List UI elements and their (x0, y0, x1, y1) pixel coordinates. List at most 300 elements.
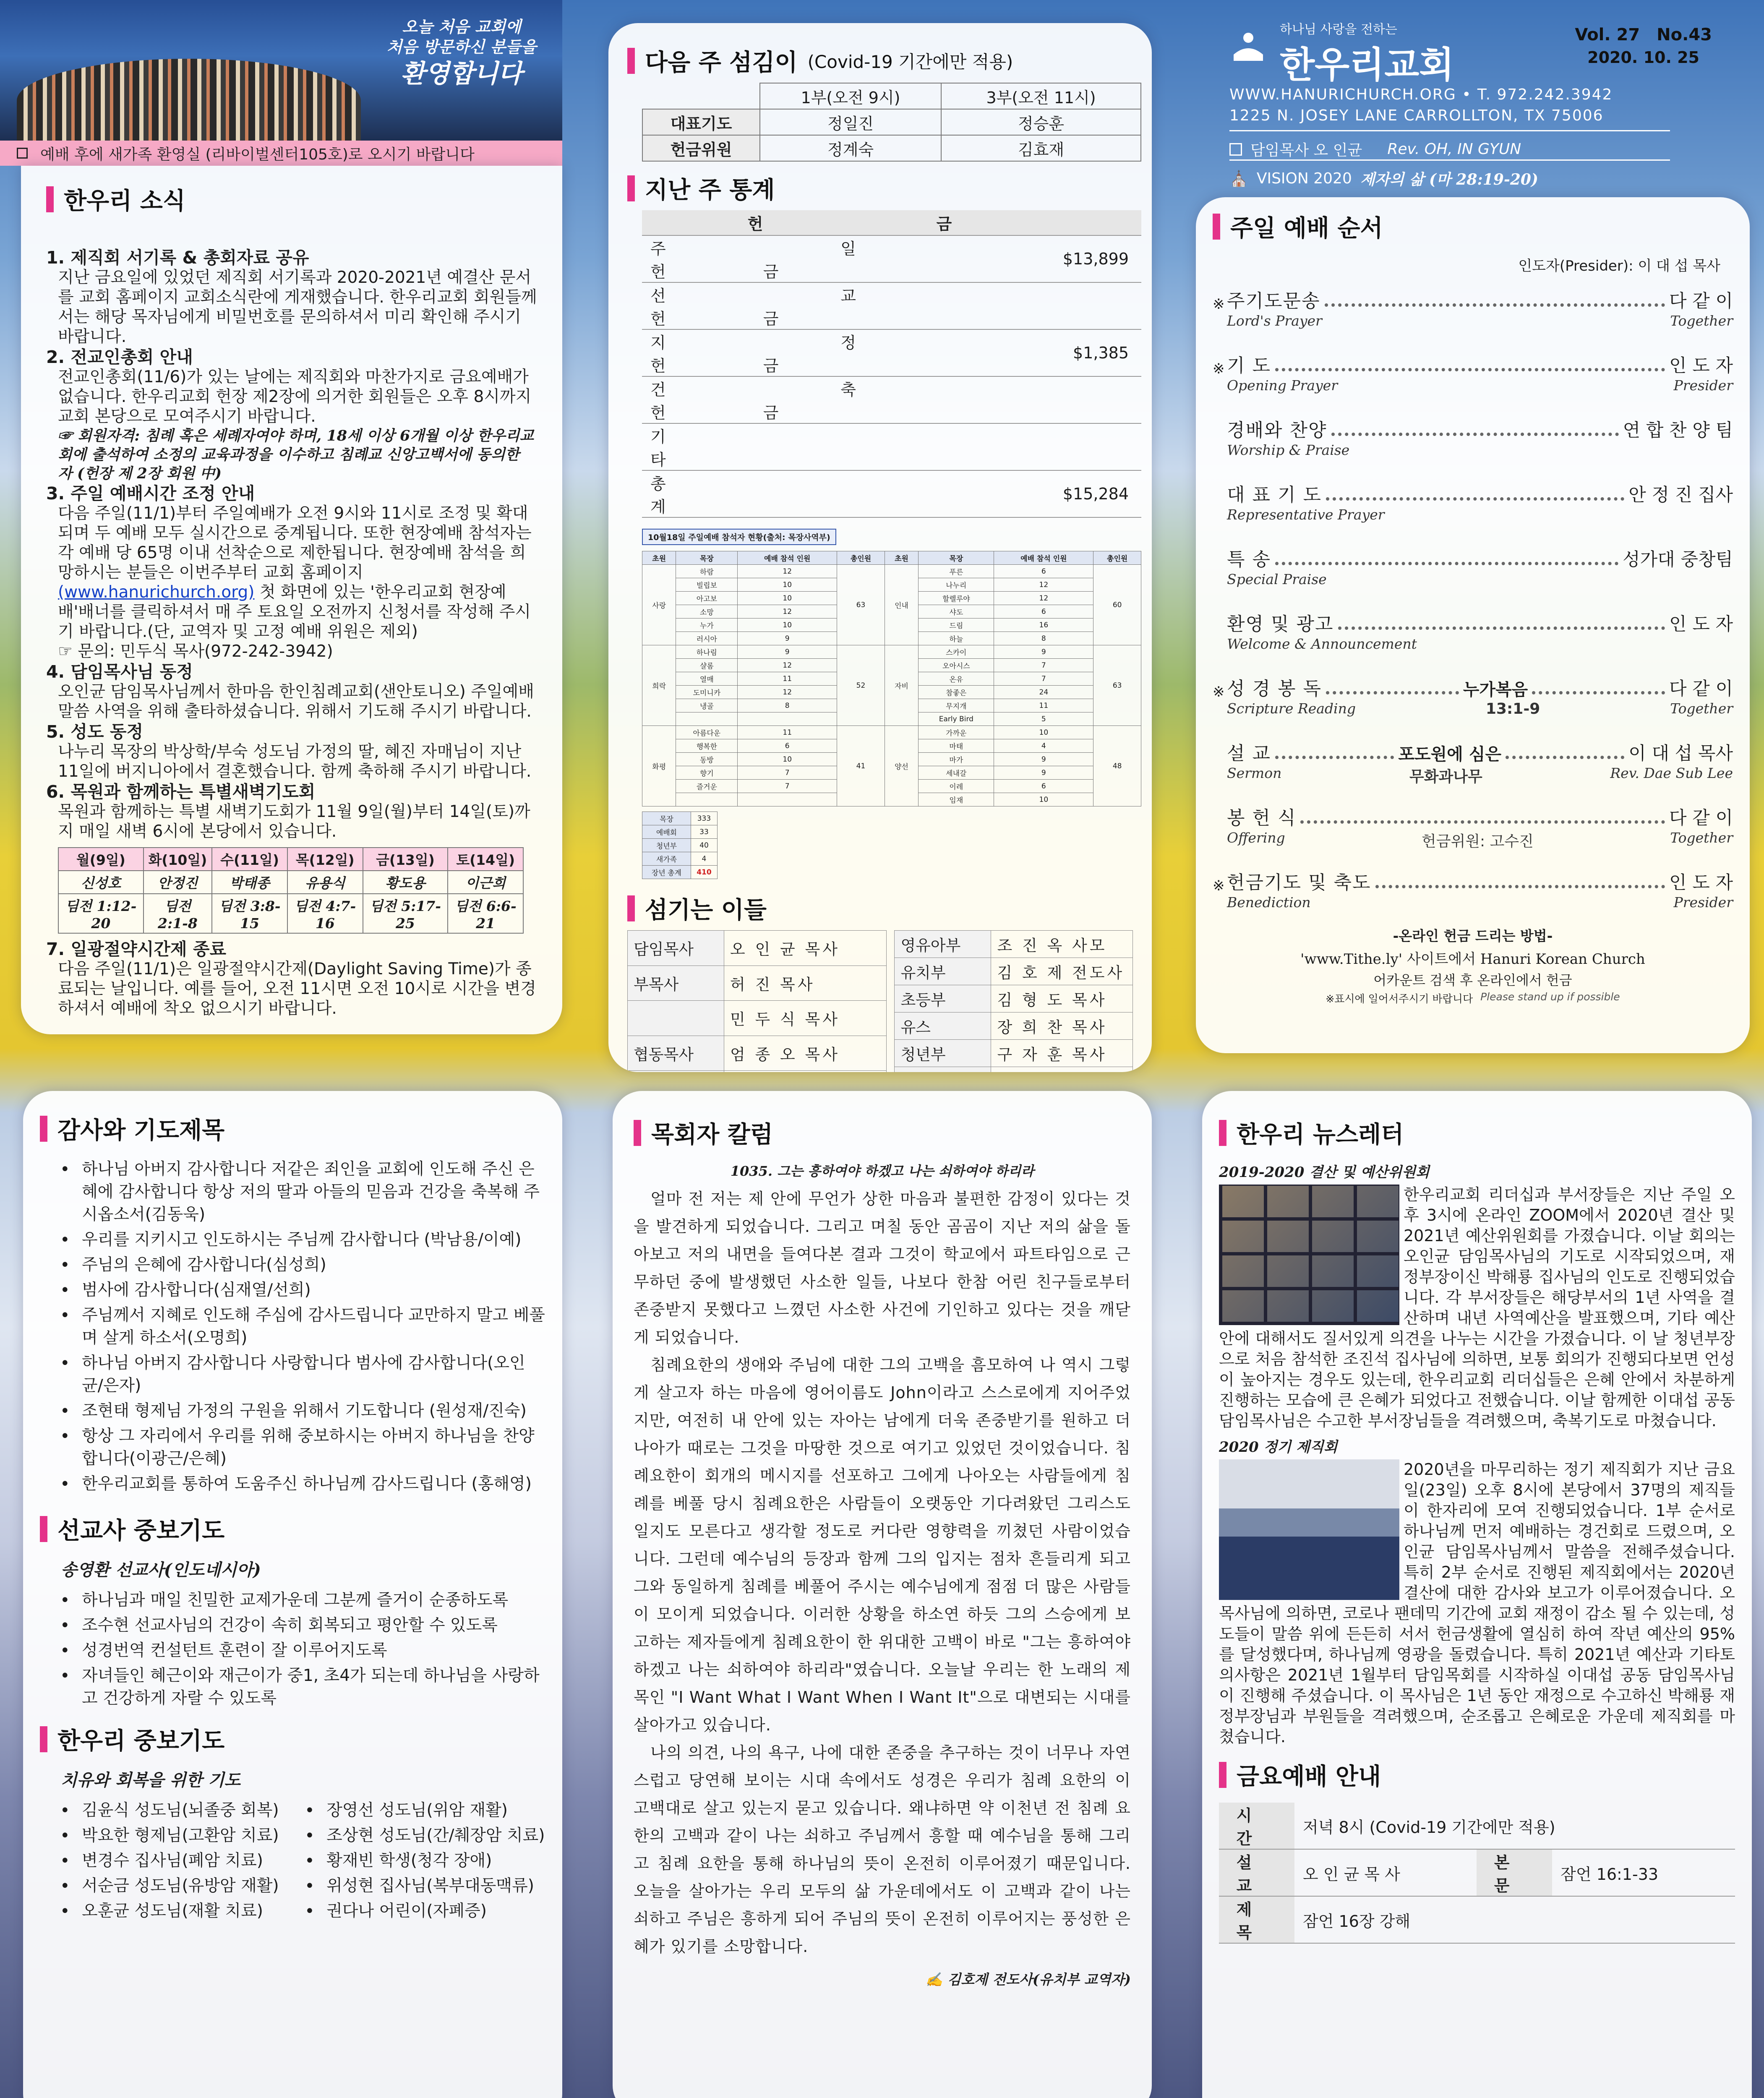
att-cell: 12 (738, 605, 837, 618)
issue-date: 2020. 10. 25 (1587, 48, 1699, 67)
server-name: 엄 종 오 목사 (724, 1036, 887, 1071)
stand-note-en: Please stand up if possible (1480, 991, 1620, 1003)
server-row (628, 965, 887, 1001)
order-name-en: Opening Prayer (1227, 377, 1338, 394)
servers-right-table (894, 930, 1133, 1072)
att-cell: 소망 (676, 605, 738, 618)
web-phone: WWW.HANURICHURCH.ORG • T. 972.242.3942 (1229, 86, 1613, 103)
att-cell: 세내갈 (919, 766, 994, 780)
welcome-message (369, 17, 554, 91)
order-middle-2: 헌금위원: 고수진 (1421, 833, 1534, 850)
news-item-3 (46, 484, 537, 661)
list-item: • 자녀들인 혜근이와 재근이가 중1, 초4가 되는데 하나님을 사랑하고 건강하게 자랄 수 있도록 (40, 1665, 545, 1710)
newsletter-s2-text: 2020년을 마무리하는 정기 제직회가 지난 금요일(23일) 오후 8시에 본당에서 37명의 제직들이 한자리에 모여 진행되었습니다. 1부 순서로 하나님께 먼저 예배하는 경건회로 드렸으며, 오인균 담임목사님께서 말씀을 전해주셨습니다. 특히 2부 순서로 진행된 제직회에서는 2020년 결산에 대한 감사와 보고가 이루어졌습니다. 오 목사님에 의하면, 코로나 팬데믹 기간에 교회 재정이 감소 될 수 있는데, 성도들이 말씀 위에 든든히 서서 헌금생활에 열심히 하여 작년 예산의 95%를 달성했다며, 하나님께 영광을 돌렸습니다. 특히 2021년 예산과 기타토의사항은 2021년 1월부터 담임목회를 시작하실 이대섭 공동 담임목사님이 진행해 주셨습니다. 이 목사님은 1년 동안 재정으로 수고하신 박해룡 재정부장님과 부원들을 격려했으며, 순조롭고 은혜로운 가운데 제직회를 마쳤습니다. (1219, 1460, 1735, 1746)
order-item (1213, 804, 1733, 830)
att-cell: 8 (994, 632, 1093, 645)
preacher-cell: 황도용 (363, 871, 448, 894)
thanks-title: 감사와 기도제목 (40, 1112, 545, 1146)
att-cell: 12 (738, 565, 837, 578)
offering-label: 지 정 헌 금 (642, 329, 902, 376)
list-item: • 성경번역 컨설턴트 훈련이 잘 이루어지도록 (40, 1639, 545, 1662)
friday-label: 시 간 (1219, 1803, 1294, 1849)
att-cell: 10 (738, 578, 837, 592)
next-week-title: 다음 주 섬김이 (Covid-19 기간에만 적용) (627, 44, 1133, 78)
cell: 김효재 (941, 135, 1141, 161)
server-role (628, 1071, 724, 1072)
order-en (1213, 765, 1733, 784)
order-en (1213, 700, 1733, 720)
att-cell: 무지개 (919, 699, 994, 712)
att-total: 60 (1093, 565, 1141, 645)
dotted-leader (1326, 497, 1624, 501)
att-cell: 푸른 (919, 565, 994, 578)
list-item: • 오훈균 성도님(재활 치료) (40, 1900, 284, 1923)
dotted-leader (1375, 885, 1665, 888)
server-row (628, 1071, 887, 1072)
order-middle-2: 무화과나무 (1409, 768, 1482, 785)
day-cell: 수(11일) (212, 848, 287, 871)
list-item: • 우리를 지키시고 인도하시는 주님께 감사합니다 (박남용/이예) (40, 1229, 545, 1251)
att-cell: 아름다운 (676, 726, 738, 739)
order-title: 주일 예배 순서 (1213, 210, 1733, 243)
order-name-en: Lord's Prayer (1227, 313, 1322, 329)
order-name-en: Welcome & Announcement (1227, 636, 1417, 652)
list-item: • 황재빈 학생(청각 장애) (284, 1850, 545, 1872)
att-row (642, 565, 1141, 578)
friday-value: 잠언 16:1-33 (1552, 1849, 1735, 1896)
att-cell: 누가 (676, 618, 738, 632)
att-cell: 7 (738, 780, 837, 793)
offering-value: $1,385 (902, 329, 1141, 376)
att-cell: 할렐루야 (919, 592, 994, 605)
server-row (895, 985, 1133, 1012)
att-total-label: 예배회 (642, 825, 691, 839)
cell: 정일진 (760, 109, 941, 135)
att-header-cell: 초원 (885, 551, 918, 565)
list-item: • 범사에 감사합니다(심재열/선희) (40, 1279, 545, 1302)
homepage-link[interactable]: (www.hanurichurch.org) (58, 583, 255, 602)
list-item: • 하나님 아버지 감사합니다 저같은 죄인을 교회에 인도해 주신 은혜에 감사합니다 항상 저의 딸과 아들의 믿음과 건강을 축복해 주시옵소서(김동욱) (40, 1158, 545, 1226)
order-minister: 연 합 찬 양 팀 (1623, 420, 1733, 441)
att-header-cell: 목장 (919, 551, 994, 565)
dotted-leader (1300, 820, 1665, 824)
att-cell: 하늘 (919, 632, 994, 645)
att-cell: 즐거운 (676, 780, 738, 793)
column-panel (613, 1091, 1152, 2098)
accent-bar (40, 1726, 47, 1752)
server-row (628, 1036, 887, 1071)
list-item: • 위성현 집사님(복부대동맥류) (284, 1875, 545, 1897)
server-name: 허 진 목사 (724, 965, 887, 1001)
church-logo-icon (1229, 29, 1267, 67)
att-cell: 4 (994, 739, 1093, 753)
verse-cell: 딤전 1:12-20 (58, 894, 144, 933)
att-total-row (642, 866, 718, 879)
news-item-1 (46, 248, 537, 347)
att-cell: 임재 (919, 793, 994, 806)
list-item: • 김윤식 성도님(뇌졸중 회복) (40, 1799, 284, 1822)
stats-title: 지난 주 통계 (627, 172, 1133, 205)
preacher-cell: 이근희 (448, 871, 523, 894)
order-en (1213, 636, 1733, 655)
order-en (1213, 377, 1733, 397)
friday-value: 오 인 균 목 사 (1294, 1849, 1477, 1896)
att-header-cell: 초원 (642, 551, 676, 565)
column-title: 목회자 칼럼 (634, 1116, 1131, 1150)
att-cell: 도미니카 (676, 686, 738, 699)
att-row (642, 645, 1141, 659)
offering-label: 선 교 헌 금 (642, 282, 902, 329)
welcome-notice (0, 141, 562, 166)
news-item-body: 지난 금요일에 있었던 제직회 서기록과 2020-2021년 예결산 문서를 교회 홈페이지 교회소식란에 게재했습니다. 한우리교회 회원들께서는 해당 목자님에게 비밀번호를 문의하셔서 미리 확인해 주시기 바랍니다. (58, 268, 537, 346)
order-item (1213, 675, 1733, 700)
person-icon: ⛪ (1229, 170, 1248, 188)
order-name-en: Scripture Reading (1227, 700, 1356, 717)
intercession-right (284, 1799, 545, 1925)
online-title: -온라인 헌금 드리는 방법- (1393, 928, 1553, 944)
mission-list (40, 1589, 545, 1710)
att-cell: 6 (738, 739, 837, 753)
att-total-value: 333 (691, 812, 717, 825)
order-name: 기 도 (1227, 355, 1271, 376)
list-item: • 주님의 은혜에 감사합니다(심성희) (40, 1254, 545, 1276)
order-minister: 인 도 자 (1669, 614, 1733, 635)
server-role: 유스 (895, 1012, 991, 1040)
att-cell: 가까운 (919, 726, 994, 739)
att-group: 사랑 (642, 565, 676, 645)
server-role: 담임목사 (628, 931, 724, 966)
att-cell: 24 (994, 686, 1093, 699)
order-name: 설 교 (1227, 743, 1271, 764)
att-cell (676, 712, 738, 726)
news-panel (21, 166, 562, 1034)
att-total-label: 장년 총계 (642, 866, 691, 879)
news-item-note: ☞ 회원자격: 침례 혹은 세례자여야 하며, 18세 이상 6개월 이상 한우리교회에 출석하여 소정의 교육과정을 이수하고 침례교 신앙고백서에 동의한 자 (헌장 제 2장 회원 中) (58, 427, 534, 482)
order-star: ※ (1213, 877, 1225, 894)
att-cell: 빌립보 (676, 578, 738, 592)
order-minister: 이 대 섭 목사 (1628, 743, 1733, 764)
att-header-cell: 예배 참석 인원 (738, 551, 837, 565)
friday-label: 제 목 (1219, 1896, 1294, 1943)
accent-bar (627, 175, 635, 201)
tagline: 하나님 사랑을 전하는 (1280, 22, 1397, 37)
verse-cell: 딤전 4:7-16 (287, 894, 363, 933)
welcome-notice-text: 예배 후에 새가족 환영실 (리바이벌센터105호)로 오시기 바랍니다 (40, 146, 475, 163)
news-item-body: 다음 주일(11/1)은 일광절약시간제(Daylight Saving Time)가 종료되는 날입니다. 예를 들어, 오전 11시면 오전 10시로 시간을 변경하셔서 예배에 착오 없으시기 바랍니다. (58, 960, 536, 1018)
order-en (1213, 442, 1733, 461)
dotted-leader (1325, 303, 1665, 307)
att-cell: 행복한 (676, 739, 738, 753)
att-total-label: 새가족 (642, 852, 691, 866)
verse-cell: 딤전 6:6-21 (448, 894, 523, 933)
list-item: • 한우리교회를 통하여 도움주신 하나님께 감사드립니다 (홍해영) (40, 1473, 545, 1495)
att-cell: 7 (738, 766, 837, 780)
offering-label: 총 계 (642, 470, 902, 517)
order-minister: 안 정 진 집사 (1628, 485, 1733, 506)
order-item (1213, 740, 1733, 765)
cell: 정계숙 (760, 135, 941, 161)
att-cell: 드림 (919, 618, 994, 632)
offering-label: 주 일 헌 금 (642, 235, 902, 282)
attendance-totals (642, 812, 718, 879)
news-title: 한우리 소식 (46, 183, 537, 216)
order-name: 봉 헌 식 (1227, 807, 1297, 829)
list-item: • 권다나 어린이(자폐증) (284, 1900, 545, 1923)
accent-bar (1219, 1120, 1226, 1146)
newsletter-s1-text: 한우리교회 리더십과 부서장들은 지난 주일 오후 3시에 온라인 ZOOM에서 2020년 결산 및 2021년 예산위원회를 가졌습니다. 이날 회의는 오인균 담임목사님의 기도로 시작되었으며, 재정부장이신 박해룡 집사님의 인도로 진행되었습니다. 각 부서장들은 해당부서의 1년 사역을 결산하며 내년 사역예산을 발표했으며, 기타 예산안에 대해서도 질서있게 의견을 나누는 시간을 가졌습니다. 이 날 청년부장으로 처음 참석한 조진석 집사님에 의하면, 보통 회의가 진행되다보면 언성이 높아지는 경우도 있는데, 한우리교회 리더십들은 은혜 안에서 차분하게 진행하는 모습에 큰 은혜가 되었다고 전했습니다. 이날 함께한 이대섭 공동 담임목사님은 수고한 부서장님들을 격려했으며, 축복기도로 마쳤습니다. (1219, 1185, 1735, 1430)
server-row (895, 1040, 1133, 1067)
dotted-leader (1338, 626, 1665, 630)
att-total-value: 33 (691, 825, 717, 839)
list-item: • 하나님과 매일 친밀한 교제가운데 그분께 즐거이 순종하도록 (40, 1589, 545, 1612)
vision-hand: 제자의 삶 (마 28:19-20) (1360, 171, 1538, 188)
column-author: ✍ 김호제 전도사(유치부 교역자) (925, 1971, 1131, 1988)
server-row (895, 1067, 1133, 1072)
list-item: • 박요한 형제님(고환암 치료) (40, 1824, 284, 1847)
accent-bar (40, 1516, 47, 1542)
order-name: 경배와 찬양 (1227, 420, 1327, 441)
order-middle: 누가복음 (1463, 680, 1528, 699)
server-name: 조 진 옥 사모 (991, 931, 1133, 958)
accent-bar (1219, 1762, 1226, 1788)
att-cell: 12 (738, 686, 837, 699)
order-en (1213, 313, 1733, 332)
order-name-en: Offering (1227, 830, 1285, 846)
middle-top-panel (608, 23, 1152, 1072)
att-group: 화평 (642, 726, 676, 806)
att-total-value: 4 (691, 852, 717, 866)
list-item: • 하나님 아버지 감사합니다 사랑합니다 범사에 감사합니다(오인균/은자) (40, 1352, 545, 1397)
news-item-body: 나누리 목장의 박상학/부숙 성도님 가정의 딸, 혜진 자매님이 지난 11일에 버지니아에서 결혼했습니다. 함께 축하해 주시기 바랍니다. (58, 742, 532, 781)
order-minister: 다 같 이 (1669, 678, 1733, 699)
att-cell: 10 (994, 726, 1093, 739)
att-total-value: 410 (691, 866, 717, 879)
order-name: 특 송 (1227, 549, 1271, 570)
dotted-leader (1506, 756, 1624, 759)
row-label: 대표기도 (642, 109, 760, 135)
church-name: 한우리교회 (1280, 44, 1454, 86)
order-minister: 인 도 자 (1669, 872, 1733, 893)
att-total-row (642, 812, 718, 825)
att-cell: 참좋은 (919, 686, 994, 699)
server-name: 민 두 식 목사 (724, 1001, 887, 1036)
order-name: 헌금기도 및 축도 (1227, 872, 1371, 893)
server-name (724, 1071, 887, 1072)
att-cell: 12 (994, 592, 1093, 605)
list-item: • 서순금 성도님(유방암 재활) (40, 1875, 284, 1897)
welcome-line-2: 처음 방문하신 분들을 (386, 37, 537, 56)
att-cell: 9 (994, 645, 1093, 659)
church-icon (1229, 143, 1242, 156)
news-item-body: 전교인총회(11/6)가 있는 날에는 제직회와 마찬가지로 금요예배가 없습니다. 한우리교회 헌장 제2장에 의거한 회원들은 오후 8시까지 교회 본당으로 모여주시기 바랍니다. (58, 368, 532, 426)
stand-note: ※표시에 일어서주시기 바랍니다 (1326, 993, 1473, 1005)
server-row (895, 958, 1133, 985)
order-item (1213, 481, 1733, 506)
att-total-label: 청년부 (642, 839, 691, 852)
order-item (1213, 352, 1733, 377)
offering-label: 기 타 (642, 423, 902, 470)
att-cell: 열매 (676, 672, 738, 686)
intercession-left (40, 1799, 284, 1925)
prayer-panel (23, 1091, 562, 2098)
server-row (895, 1012, 1133, 1040)
council-meeting-photo (1219, 1459, 1399, 1600)
server-name: 김 형 도 목사 (991, 985, 1133, 1012)
order-name-en: Worship & Praise (1227, 442, 1350, 458)
servers-left-table (627, 930, 887, 1072)
address: 1225 N. JOSEY LANE CARROLLTON, TX 75006 (1229, 107, 1604, 124)
att-cell: 12 (994, 578, 1093, 592)
att-cell: 9 (738, 632, 837, 645)
news-item-body: 다음 주일(11/1)부터 주일예배가 오전 9시와 11시로 조정 및 확대되며 두 예배 모두 실시간으로 중계됩니다. 또한 현장예배 참석자는 각 예배 당 65명 이내 선착순으로 제한됩니다. 현장예배 참석을 희망하시는 분들은 이번주부터 교회 홈페이지 (58, 504, 532, 582)
newsletter-title: 한우리 뉴스레터 (1219, 1116, 1735, 1150)
preacher-cell: 신성호 (58, 871, 144, 894)
att-cell: 10 (994, 793, 1093, 806)
att-cell: 이레 (919, 780, 994, 793)
att-group: 희락 (642, 645, 676, 726)
att-header-cell: 총인원 (837, 551, 885, 565)
att-cell: 동방 (676, 753, 738, 766)
server-name: 김 호 제 전도사 (991, 958, 1133, 985)
news-item-title: 2. 전교인총회 안내 (46, 347, 193, 367)
order-en (1213, 894, 1733, 913)
accent-bar (40, 1116, 47, 1142)
att-group: 양선 (885, 726, 918, 806)
order-name-en: Special Praise (1227, 571, 1327, 587)
order-middle: 포도원에 심은 (1398, 745, 1502, 764)
accent-bar (627, 48, 635, 74)
offering-value: $15,284 (902, 470, 1141, 517)
order-item (1213, 869, 1733, 894)
order-minister-en: Presider (1673, 894, 1733, 911)
column-paragraph: 침례요한의 생애와 주님에 대한 그의 고백을 흠모하여 나 역시 그렇게 살고자 하는 마음에 영어이름도 John이라고 스스로에게 지어주었지만, 여전히 내 안에 있는 자아는 남에게 더욱 존중받기를 원하고 더 나아가 때로는 그것을 마땅한 것으로 여기고 있었던 것이었습니다. 침례요한이 회개의 메시지를 선포하고 그에게 나아오는 사람들에게 침례를 베풀 당시 침례요한은 사람들이 오랫동안 기다려왔던 그리스도일지도 모른다고 생각할 정도로 커다란 영향력을 끼쳤던 사람이었습니다. 그런데 예수님의 등장과 함께 그의 입지는 점차 흔들리게 되고 그와 동일하게 침례를 베풀어 주시는 예수님에게 점점 더 많은 사람들이 모이게 되었습니다. 이러한 상황을 하소연 하듯 그의 스승에게 보고하는 제자들에게 침례요한이 한 위대한 고백이 바로 "그는 흥하여야 하겠고 나는 쇠하여야 하리라"였습니다. 오늘날 우리는 한 노래의 제목인 "I Want What I Want When I Want It"으로 대변되는 시대를 살아가고 있습니다. (634, 1356, 1131, 1734)
order-minister-en: Presider (1673, 377, 1733, 394)
masthead (1217, 13, 1762, 197)
att-cell: 5 (994, 712, 1093, 726)
att-group: 인내 (885, 565, 918, 645)
day-cell: 화(10일) (144, 848, 212, 871)
offering-value (902, 423, 1141, 470)
att-cell: 9 (994, 766, 1093, 780)
column-subtitle: 1035. 그는 흥하여야 하겠고 나는 쇠하여야 하리라 (730, 1163, 1034, 1179)
day-cell: 목(12일) (287, 848, 363, 871)
order-name: 환영 및 광고 (1227, 613, 1334, 635)
pastor: 담임목사 오 인균 (1250, 142, 1362, 159)
att-cell: Early Bird (919, 712, 994, 726)
news-item-title: 1. 제직회 서기록 & 총회자료 공유 (46, 248, 309, 268)
att-cell: 10 (738, 592, 837, 605)
news-item-body-2: 첫 화면에 있는 '한우리교회 현장예배'배너를 클릭하셔서 매 주 토요일 오전까지 신청서를 작성해 주시기 바랍니다.(단, 교역자 및 고정 예배 위원은 제외) (58, 583, 531, 641)
column-paragraph: 나의 의견, 나의 욕구, 나에 대한 존중을 추구하는 것이 너무나 자연스럽고 당연해 보이는 시대 속에서도 성경은 우리가 침례 요한의 이 고백대로 살고 있는지 묻고 있습니다. 왜냐하면 약 이천년 전 침례 요한의 고백과 같이 나는 쇠하고 주님께서 흥할 때 예수님을 통해 그리고 침례 요한을 통해 하나님의 뜻이 온전히 이루어졌기 때문입니다. 오늘을 살아가는 우리 모두의 삶 가운데에서도 이 고백과 같이 나는 쇠하고 주님은 흥하게 되어 주님의 뜻이 온전히 이루어지는 풍성한 은혜가 있기를 소망합니다. (634, 1743, 1131, 1956)
thanks-list (40, 1158, 545, 1495)
newsletter-panel (1202, 1091, 1752, 2098)
att-cell: 16 (994, 618, 1093, 632)
att-total-row (642, 839, 718, 852)
checkbox-icon (17, 148, 28, 159)
order-minister-en: Rev. Dae Sub Lee (1610, 765, 1733, 781)
att-cell: 11 (738, 726, 837, 739)
list-item: • 조수현 선교사님의 건강이 속히 회복되고 평안할 수 있도록 (40, 1614, 545, 1637)
order-name-en: Representative Prayer (1227, 506, 1385, 523)
order-en (1213, 506, 1733, 526)
order-name: 성 경 봉 독 (1227, 678, 1322, 699)
offering-label: 건 축 헌 금 (642, 376, 902, 423)
attendance-title: 10월18일 주일예배 참석자 현황(출처: 목장사역부) (642, 529, 836, 545)
accent-bar (46, 186, 54, 212)
order-minister-en: Together (1670, 830, 1733, 846)
att-cell: 마태 (919, 739, 994, 753)
intercession-sub: 치유와 회복을 위한 기도 (61, 1770, 241, 1790)
order-panel (1196, 197, 1750, 1053)
offering-header: 헌 금 (642, 210, 1141, 235)
welcome-line-3: 환영합니다 (401, 59, 522, 89)
att-cell: 스카이 (919, 645, 994, 659)
offering-value: $13,899 (902, 235, 1141, 282)
accent-bar (1213, 214, 1220, 240)
att-cell (738, 712, 837, 726)
att-total-row (642, 852, 718, 866)
server-role: 초등부 (895, 985, 991, 1012)
list-item: • 항상 그 자리에서 우리를 위해 중보하시는 아버지 하나님을 찬양합니다(이광근/은혜) (40, 1425, 545, 1470)
day-cell: 월(9일) (58, 848, 144, 871)
day-cell: 금(13일) (363, 848, 448, 871)
list-item: • 주님께서 지혜로 인도해 주심에 감사드립니다 교만하지 말고 베풀며 살게 하소서(오명희) (40, 1304, 545, 1349)
friday-label: 본 문 (1477, 1849, 1552, 1896)
intercession-title: 한우리 중보기도 (40, 1722, 545, 1756)
att-cell: 7 (994, 659, 1093, 672)
att-cell (738, 793, 837, 806)
dotted-leader (1275, 756, 1394, 759)
att-cell: 6 (994, 565, 1093, 578)
att-cell: 8 (738, 699, 837, 712)
att-header-cell: 목장 (676, 551, 738, 565)
row-label: 헌금위원 (642, 135, 760, 161)
zoom-meeting-photo (1219, 1185, 1399, 1325)
server-name: 장 희 찬 목사 (991, 1012, 1133, 1040)
dotted-leader (1326, 691, 1459, 694)
friday-title: 금요예배 안내 (1219, 1758, 1735, 1792)
online-line-1: 'www.Tithe.ly' 사이트에서 Hanuri Korean Church (1300, 951, 1645, 968)
news-item-5 (46, 722, 537, 781)
friday-value: 저녁 8시 (Covid-19 기간에만 적용) (1294, 1803, 1735, 1849)
verse-cell: 딤전 5:17-25 (363, 894, 448, 933)
att-cell: 오아시스 (919, 659, 994, 672)
order-name-en: Benediction (1227, 894, 1311, 911)
att-cell: 12 (738, 659, 837, 672)
online-line-2: 어카운트 검색 후 온라인에서 헌금 (1373, 972, 1572, 988)
verse-cell: 딤전 3:8-15 (212, 894, 287, 933)
col-header: 1부(오전 9시) (760, 83, 941, 109)
att-cell: 7 (994, 672, 1093, 686)
att-group: 자비 (885, 645, 918, 726)
att-cell: 샤도 (919, 605, 994, 618)
dotted-leader (1331, 433, 1619, 436)
server-role: 협동목사 (628, 1036, 724, 1071)
dotted-leader (1275, 368, 1665, 371)
att-cell: 러시아 (676, 632, 738, 645)
dotted-leader (1532, 691, 1665, 694)
order-minister: 성가대 중창팀 (1623, 549, 1733, 570)
att-cell: 10 (738, 618, 837, 632)
col-header: 3부(오전 11시) (941, 83, 1141, 109)
att-cell: 9 (994, 753, 1093, 766)
list-item: • 변경수 집사님(폐암 치료) (40, 1850, 284, 1872)
att-cell: 11 (738, 672, 837, 686)
column-paragraph: 얼마 전 저는 제 안에 무언가 상한 마음과 불편한 감정이 있다는 것을 발견하게 되었습니다. 그리고 며칠 동안 곰곰이 지난 저의 삶을 돌아보고 저의 내면을 들여다본 결과 그것이 학교에서 파트타임으로 근무하던 중에 발생했던 사소한 일들, 나보다 한참 어린 친구들로부터 존중받지 못했다고 느꼈던 사소한 사건에 기인하고 있다는 것을 깨닫게 되었습니다. (634, 1190, 1131, 1346)
server-role (895, 1067, 991, 1072)
order-name: 대 표 기 도 (1227, 484, 1322, 506)
att-cell: 하나림 (676, 645, 738, 659)
